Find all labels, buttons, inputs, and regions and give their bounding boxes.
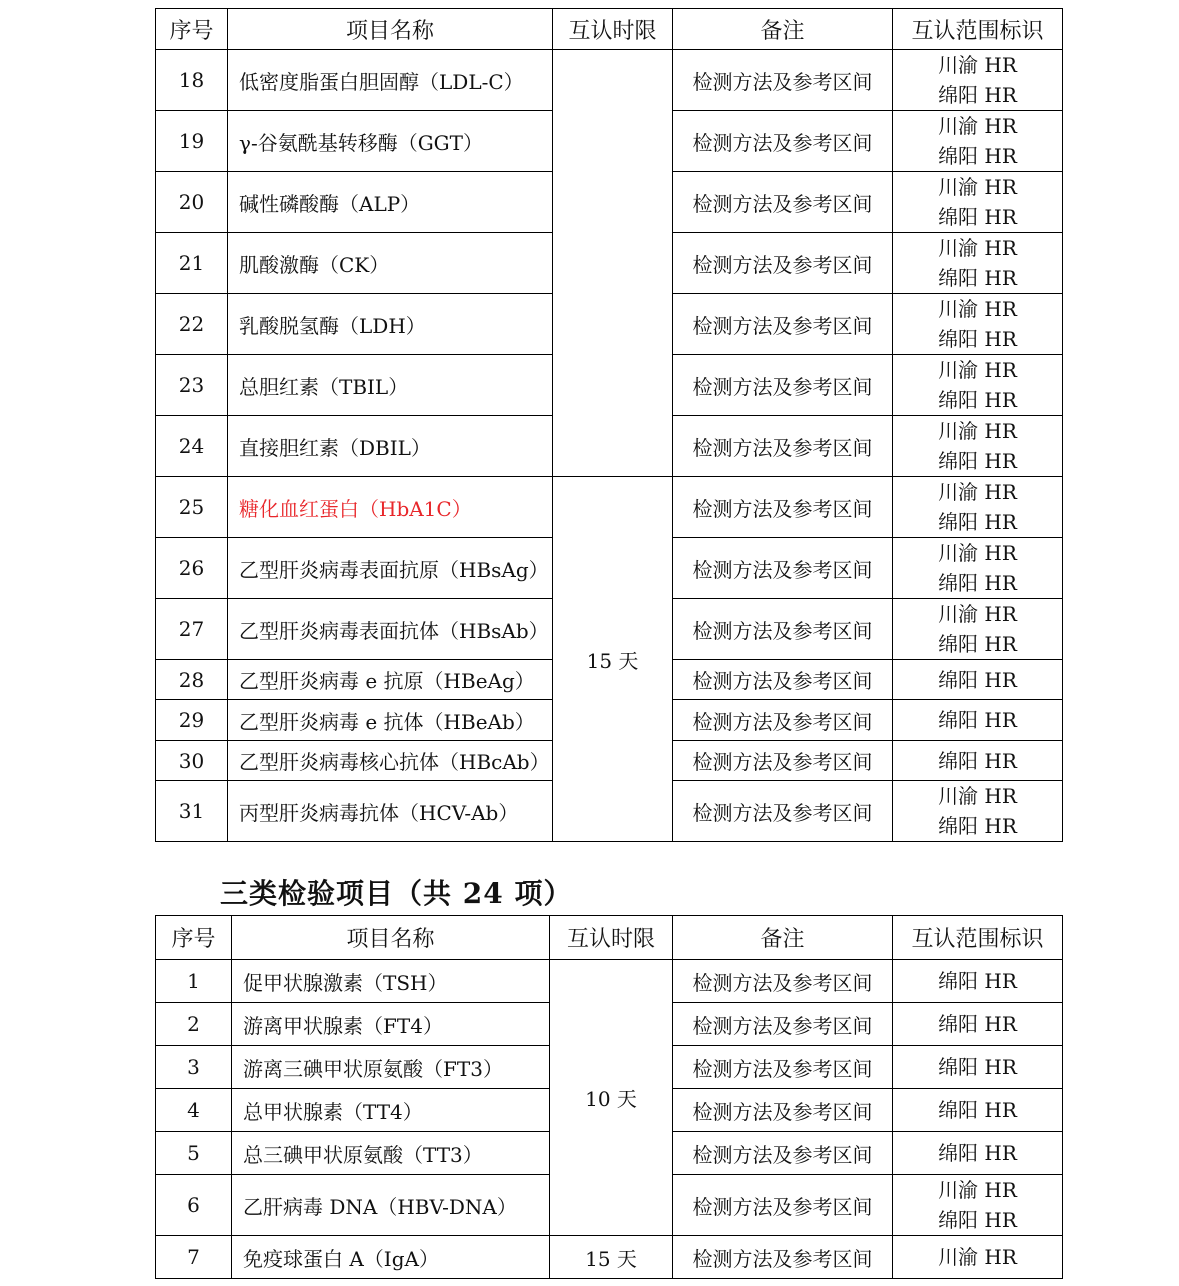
header-note: 备注 [673,9,893,50]
header-no: 序号 [156,9,228,50]
recognition-period: 15 天 [550,1236,673,1279]
scope-mark: 绵阳 HR [938,571,1017,595]
item-name: 乙型肝炎病毒 e 抗体（HBeAb） [228,700,553,741]
scope-marks [893,50,1063,111]
scope-mark: 绵阳 HR [938,667,1017,692]
scope-marks [893,355,1063,416]
item-name: 免疫球蛋白 A（IgA） [232,1236,550,1279]
item-name: 直接胆红素（DBIL） [228,416,553,477]
note: 检测方法及参考区间 [673,1046,893,1089]
recognition-period [553,50,673,477]
scope-mark: 川渝 HR [938,114,1017,138]
scope-marks [893,416,1063,477]
scope-mark: 绵阳 HR [938,748,1017,773]
item-name: 总三碘甲状原氨酸（TT3） [232,1132,550,1175]
row-number: 25 [156,477,228,538]
row-number: 6 [156,1175,232,1236]
header-name: 项目名称 [232,916,550,960]
header-no: 序号 [156,916,232,960]
row-number: 23 [156,355,228,416]
scope-mark: 绵阳 HR [938,1012,1017,1036]
scope-mark: 川渝 HR [938,236,1017,260]
scope-mark: 绵阳 HR [938,1208,1017,1232]
row-number: 2 [156,1003,232,1046]
row-number: 29 [156,700,228,741]
note: 检测方法及参考区间 [673,111,893,172]
table-category-2-continued [155,8,1063,842]
note: 检测方法及参考区间 [673,1236,893,1279]
scope-mark: 川渝 HR [938,53,1017,77]
row-number: 21 [156,233,228,294]
recognition-period: 15 天 [553,477,673,842]
table-header-row [156,9,1063,50]
scope-mark: 绵阳 HR [938,708,1017,732]
item-name: 丙型肝炎病毒抗体（HCV-Ab） [228,781,553,842]
item-name: 糖化血红蛋白（HbA1C） [228,477,553,538]
item-name: 总胆红素（TBIL） [228,355,553,416]
item-name: 乙型肝炎病毒表面抗原（HBsAg） [228,538,553,599]
header-name: 项目名称 [228,9,553,50]
scope-marks [893,538,1063,599]
row-number: 19 [156,111,228,172]
scope-mark: 绵阳 HR [938,1141,1017,1165]
item-name: 乙肝病毒 DNA（HBV-DNA） [232,1175,550,1236]
scope-mark: 川渝 HR [938,1178,1017,1202]
recognition-period: 10 天 [550,960,673,1236]
row-number: 3 [156,1046,232,1089]
note: 检测方法及参考区间 [673,599,893,660]
scope-marks [893,599,1063,660]
scope-marks [893,960,1063,1003]
header-note: 备注 [673,916,893,960]
note: 检测方法及参考区间 [673,781,893,842]
scope-mark: 川渝 HR [938,541,1017,565]
scope-marks [893,1046,1063,1089]
note: 检测方法及参考区间 [673,1003,893,1046]
row-number: 30 [156,741,228,781]
note: 检测方法及参考区间 [673,741,893,781]
scope-mark: 绵阳 HR [938,1098,1017,1122]
row-number: 26 [156,538,228,599]
item-name: 碱性磷酸酶（ALP） [228,172,553,233]
scope-mark: 绵阳 HR [938,327,1017,351]
item-name: γ-谷氨酰基转移酶（GGT） [228,111,553,172]
note: 检测方法及参考区间 [673,477,893,538]
scope-mark: 绵阳 HR [938,205,1017,229]
table-row [156,50,1063,111]
scope-mark: 川渝 HR [938,1245,1017,1269]
row-number: 4 [156,1089,232,1132]
item-name: 乳酸脱氢酶（LDH） [228,294,553,355]
note: 检测方法及参考区间 [673,294,893,355]
table-header-row [156,916,1063,960]
section-title: 三类检验项目（共 24 项） [220,877,573,910]
note: 检测方法及参考区间 [673,233,893,294]
note: 检测方法及参考区间 [673,416,893,477]
header-period: 互认时限 [550,916,673,960]
note: 检测方法及参考区间 [673,355,893,416]
scope-marks [893,111,1063,172]
item-name: 促甲状腺激素（TSH） [232,960,550,1003]
table-category-3 [155,915,1063,1279]
scope-marks [893,660,1063,700]
scope-mark: 绵阳 HR [938,1055,1017,1079]
scope-mark: 川渝 HR [938,602,1017,626]
scope-marks [893,1003,1063,1046]
scope-mark: 绵阳 HR [938,510,1017,534]
item-name: 乙型肝炎病毒核心抗体（HBcAb） [228,741,553,781]
header-scope: 互认范围标识 [893,916,1063,960]
scope-mark: 川渝 HR [938,419,1017,443]
scope-marks [893,781,1063,842]
item-name: 游离甲状腺素（FT4） [232,1003,550,1046]
row-number: 18 [156,50,228,111]
scope-mark: 绵阳 HR [938,449,1017,473]
scope-mark: 绵阳 HR [938,266,1017,290]
row-number: 5 [156,1132,232,1175]
item-name: 肌酸激酶（CK） [228,233,553,294]
scope-mark: 川渝 HR [938,784,1017,808]
row-number: 1 [156,960,232,1003]
scope-marks [893,172,1063,233]
scope-marks [893,477,1063,538]
table-row [156,477,1063,538]
note: 检测方法及参考区间 [673,50,893,111]
row-number: 28 [156,660,228,700]
scope-mark: 川渝 HR [938,175,1017,199]
item-name: 游离三碘甲状原氨酸（FT3） [232,1046,550,1089]
note: 检测方法及参考区间 [673,1132,893,1175]
header-scope: 互认范围标识 [893,9,1063,50]
table-row [156,1236,1063,1279]
row-number: 7 [156,1236,232,1279]
row-number: 27 [156,599,228,660]
note: 检测方法及参考区间 [673,172,893,233]
scope-marks [893,294,1063,355]
scope-marks [893,1132,1063,1175]
item-name: 总甲状腺素（TT4） [232,1089,550,1132]
scope-mark: 川渝 HR [938,358,1017,382]
row-number: 22 [156,294,228,355]
note: 检测方法及参考区间 [673,960,893,1003]
row-number: 20 [156,172,228,233]
scope-marks [893,1089,1063,1132]
scope-marks [893,700,1063,741]
table-row [156,960,1063,1003]
note: 检测方法及参考区间 [673,1175,893,1236]
row-number: 24 [156,416,228,477]
scope-mark: 绵阳 HR [938,144,1017,168]
scope-marks [893,741,1063,781]
item-name: 低密度脂蛋白胆固醇（LDL-C） [228,50,553,111]
scope-mark: 川渝 HR [938,297,1017,321]
note: 检测方法及参考区间 [673,660,893,700]
item-name: 乙型肝炎病毒 e 抗原（HBeAg） [228,660,553,700]
scope-mark: 绵阳 HR [938,388,1017,412]
note: 检测方法及参考区间 [673,1089,893,1132]
item-name: 乙型肝炎病毒表面抗体（HBsAb） [228,599,553,660]
note: 检测方法及参考区间 [673,700,893,741]
scope-marks [893,1175,1063,1236]
scope-mark: 绵阳 HR [938,83,1017,107]
header-period: 互认时限 [553,9,673,50]
scope-mark: 绵阳 HR [938,969,1017,993]
scope-mark: 绵阳 HR [938,814,1017,838]
scope-mark: 川渝 HR [938,480,1017,504]
scope-marks [893,1236,1063,1279]
scope-marks [893,233,1063,294]
scope-mark: 绵阳 HR [938,632,1017,656]
row-number: 31 [156,781,228,842]
note: 检测方法及参考区间 [673,538,893,599]
